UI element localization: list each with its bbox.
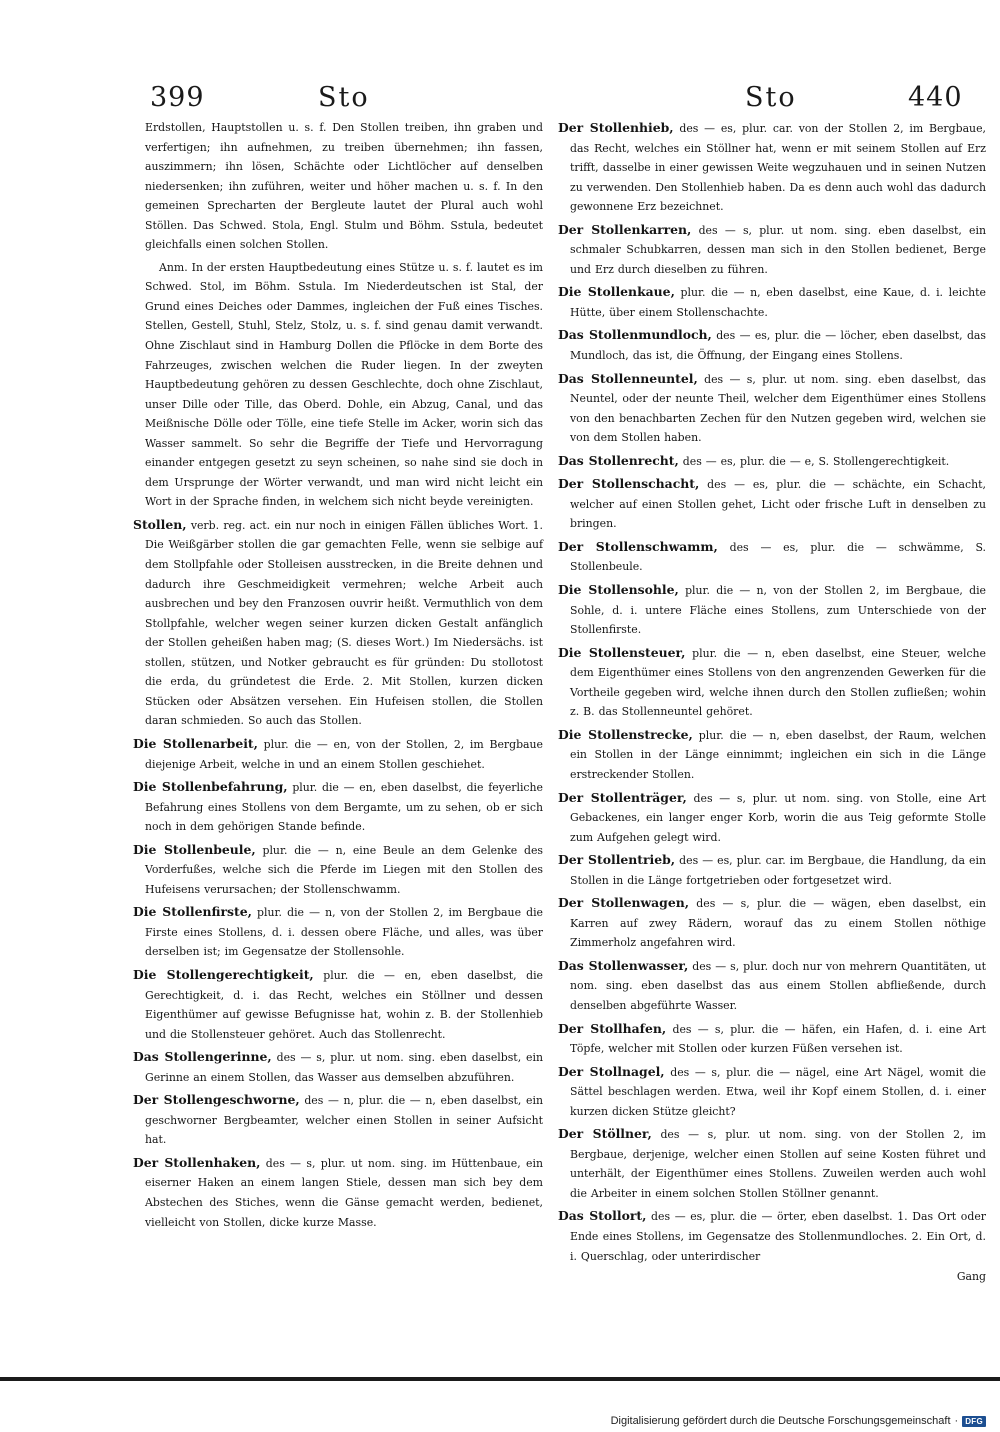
catchword: Gang (956, 1270, 986, 1284)
footer-rule (0, 1377, 1000, 1381)
dictionary-entry (558, 369, 986, 448)
entry-headword: Der Stollenträger, (558, 789, 687, 805)
entry-headword: Der Stöllner, (558, 1126, 652, 1142)
dictionary-entry (558, 725, 986, 785)
entry-headword: Der Stollenhaken, (133, 1154, 261, 1170)
dictionary-entry (558, 956, 986, 1016)
dictionary-entry (133, 734, 543, 774)
dictionary-entry (558, 788, 986, 848)
dfg-logo: DFG (962, 1416, 986, 1427)
entry-headword: Die Stollenbefahrung, (133, 779, 288, 795)
running-headword-right: Sto (745, 82, 797, 113)
entry-text: plur. die — n, von der Stollen 2, im Bergbaue, die Sohle, d. i. untere Fläche eines Stollens, zum Unterschiede von der Stollenfirste. (570, 584, 986, 637)
entry-text: des — s, plur. ut nom. sing. eben daselbst, das Neuntel, oder der neunte Theil, welcher dem Eigenthümer eines Stollens von den benachbarten Zechen für den Nutzen gegeben wird, welchen sie von dem Stollen haben. (570, 372, 986, 445)
dictionary-entry (133, 1153, 543, 1232)
entry-text: des — es, plur. die — örter, eben daselbst. 1. Das Ort oder Ende eines Stollens, im Gegensatze des Stollenmundloches. 2. Ein Ort, d. i. Querschlag, oder unterirdischer (570, 1210, 986, 1263)
entry-text: Erdstollen, Hauptstollen u. s. f. Den Stollen treiben, ihn graben und verfertigen; ihn aufnehmen, zu treiben übernehmen; ihn fassen, auszimmern; ihn lösen, Schächte oder Lichtlöcher auf denselben niedersenken; ihn zuführen, weiter und höher machen u. s. f. In den gemeinen Sprecharten der Bergleute lautet der Plural auch wohl Stöllen. Das Schwed. Stola, Engl. Stulm und Böhm. Sstula, bedeutet gleichfalls einen solchen Stollen. (145, 121, 543, 252)
entry-text: plur. die — n, von der Stollen 2, im Bergbaue die Firste eines Stollens, d. i. dessen obere Fläche, und alles, was über derselben ist; im Gegensatze der Stollensohle. (145, 906, 544, 959)
entry-headword: Das Stollenneuntel, (558, 370, 698, 386)
entry-text: des — es, plur. die — löcher, eben daselbst, das Mundloch, das ist, die Öffnung, der Eingang eines Stollens. (570, 329, 986, 363)
dictionary-entry (558, 1019, 986, 1059)
entry-headword: Der Stollhafen, (558, 1020, 667, 1036)
entry-headword: Das Stollort, (558, 1208, 647, 1224)
entry-headword: Das Stollenrecht, (558, 452, 679, 468)
entry-text: des — s, plur. ut nom. sing. von der Stollen 2, im Bergbaue, derjenige, welcher einen Stollen auf seine Kosten führet und unterhält, der Eigenthümer eines Stollens. Zuweilen werden auch wohl die Arbeiter in einem solchen Stollen Stöllner genannt. (570, 1128, 986, 1200)
entry-headword: Stollen, (133, 516, 187, 532)
dictionary-entry (133, 1047, 543, 1087)
separator-dot: · (954, 1415, 959, 1427)
dictionary-entry (558, 325, 986, 365)
entry-headword: Der Stollengeschworne, (133, 1092, 300, 1108)
dictionary-entry (558, 220, 986, 280)
entry-headword: Der Stollentrieb, (558, 852, 676, 868)
entry-text: plur. die — en, eben daselbst, die Gerechtigkeit, d. i. das Recht, welches ein Stöllner und dessen Eigenthümer auf gewisse Befugnisse hat, wohin z. B. der Stollenhieb und die Stollensteuer gehöret. Auch das Stollenrecht. (145, 968, 543, 1041)
dictionary-entry (133, 118, 543, 255)
entry-text: plur. die — n, eben daselbst, eine Steuer, welche dem Eigenthümer eines Stollens von den angrenzenden Gewerken für die Vortheile gegeben wird, welche ihnen durch den Stollen zufließen; wohin z. B. das Stollenneuntel gehöret. (570, 646, 986, 719)
right-column (558, 118, 986, 1287)
entry-headword: Die Stollenfirste, (133, 904, 252, 920)
dictionary-entry (133, 777, 543, 837)
entry-text: des — s, plur. die — wägen, eben daselbst, ein Karren auf zwey Rädern, worauf das zu einem Stollen nöthige Zimmerholz angefahren wird. (570, 897, 987, 950)
dictionary-entry (558, 643, 986, 722)
right-column-entries (558, 118, 986, 1266)
footer-credit: Digitalisierung gefördert durch die Deutsche Forschungsgemeinschaft (610, 1415, 951, 1427)
dictionary-entry (558, 537, 986, 577)
dictionary-entry (133, 258, 543, 512)
running-headword-left: Sto (318, 82, 370, 113)
entry-text: plur. die — n, eben daselbst, der Raum, welchen ein Stollen in der Länge einnimmt; ingleichen ein sich in die Länge erstreckender Stollen. (570, 728, 987, 781)
dictionary-entry (558, 850, 986, 890)
entry-headword: Die Stollenbeule, (133, 841, 256, 857)
entry-headword: Die Stollensteuer, (558, 644, 686, 660)
dictionary-entry (558, 451, 986, 472)
entry-headword: Die Stollengerechtigkeit, (133, 966, 314, 982)
dictionary-entry (558, 580, 986, 640)
dictionary-entry (558, 1206, 986, 1266)
entry-text: des — s, plur. doch nur von mehrern Quantitäten, ut nom. sing. eben daselbst das aus einem Stollen abfließende, durch denselben abgeführte Wasser. (570, 959, 986, 1012)
dictionary-entry (558, 1062, 986, 1122)
entry-text: des — n, plur. die — n, eben daselbst, ein geschworner Bergbeamter, welcher einen Stollen in seiner Aufsicht hat. (145, 1094, 543, 1147)
dictionary-entry (133, 902, 543, 962)
dictionary-entry (558, 893, 986, 953)
entry-headword: Der Stollenschwamm, (558, 538, 718, 554)
page-number-right: 440 (908, 82, 963, 113)
entry-text: plur. die — n, eine Beule an dem Gelenke des Vorderfußes, welche sich die Pferde im Liegen mit den Stollen des Hufeisens verursachen; der Stollenschwamm. (145, 843, 543, 896)
left-column (133, 118, 543, 1235)
dictionary-entry (558, 282, 986, 322)
entry-headword: Das Stollengerinne, (133, 1049, 272, 1065)
entry-text: des — s, plur. ut nom. sing. eben daselbst, ein schmaler Schubkarren, dessen man sich in den Stollen bedienet, Berge und Erz durch dieselben zu führen. (570, 223, 986, 276)
entry-headword: Das Stollenwasser, (558, 957, 689, 973)
entry-headword: Die Stollensohle, (558, 582, 679, 598)
dictionary-entry (133, 1090, 543, 1150)
entry-text: des — es, plur. die — schwämme, S. Stollenbeule. (570, 540, 986, 574)
entry-text: des — s, plur. ut nom. sing. im Hüttenbaue, ein eiserner Haken an einem langen Stiele, dessen man sich bey dem Abstechen des Stiches, wenn die Gänse gemacht werden, bedienet, vielleicht von Stollen, dicke kurze Masse. (145, 1156, 543, 1229)
dictionary-entry (133, 515, 543, 731)
entry-text: verb. reg. act. ein nur noch in einigen Fällen übliches Wort. 1. Die Weißgärber stollen die gar gemachten Felle, wenn sie selbige auf dem Stollpfahle oder Stolleisen ausstrecken, in die Breite dehnen und dadurch ihre Geschmeidigkeit vermehren; welche Arbeit auch ausbrechen und bey den Franzosen ouvrir heißt. Vermuthlich von dem Stollpfahle, welcher wegen seiner kurzen dicken Gestalt anfänglich der Stollen geheißen haben mag; (S. dieses Wort.) Im Niedersächs. ist stollen, stützen, und Notker gebraucht es für gründen: Du stollotost die erda, du gründetest die Erde. 2. Mit Stollen, kurzen dicken Stücken oder Absätzen versehen. Ein Hufeisen stollen, die Stollen daran schmieden. So auch das Stollen. (145, 518, 543, 728)
page-number-left: 399 (150, 82, 205, 113)
entry-headword: Der Stollnagel, (558, 1063, 665, 1079)
entry-headword: Der Stollenhieb, (558, 120, 674, 135)
entry-text: Anm. In der ersten Hauptbedeutung eines Stütze u. s. f. lautet es im Schwed. Stol, im Böhm. Sstula. Im Niederdeutschen ist Stal, der Grund eines Deiches oder Dammes, ingleichen der Fuß eines Tisches. Stellen, Gestell, Stuhl, Stelz, Stolz, u. s. f. sind genau damit verwandt. Ohne Zischlaut sind in Hamburg Dollen die Pflöcke in dem Borte des Fahrzeuges, zwischen welchen die Ruder liegen. In der zweyten Hauptbedeutung gehören zu dessen Geschlechte, doch ohne Zischlaut, unser Dille oder Tille, das Oberd. Dohle, ein Abzug, Canal, und das Meißnische Dölle oder Tölle, eine tiefe Stelle im Acker, worin sich das Wasser sammelt. So sehr die Begriffe der Tiefe und Hervorragung einander entgegen gesetzt zu seyn scheinen, so nahe sind sie doch in dem Ursprunge der Wörter verwandt, und man wird nicht leicht ein Wort in der Sprache finden, in welchem sich nicht beyde vereinigten. (145, 260, 543, 509)
entry-text: plur. die — en, von der Stollen, 2, im Bergbaue diejenige Arbeit, welche in und an einem Stollen geschiehet. (145, 737, 543, 771)
entry-headword: Der Stollenkarren, (558, 221, 692, 237)
dictionary-entry (558, 118, 986, 217)
entry-text: plur. die — n, eben daselbst, eine Kaue, d. i. leichte Hütte, über einem Stollenschachte. (570, 286, 986, 319)
dictionary-entry (133, 840, 543, 900)
dictionary-entry (133, 965, 543, 1044)
entry-text: des — s, plur. ut nom. sing. von Stolle, eine Art Gebackenes, ein langer enger Korb, worin die aus Teig geformte Stolle zum Aufgehen gelegt wird. (570, 791, 987, 844)
footer (611, 1415, 986, 1427)
entry-headword: Die Stollenstrecke, (558, 726, 693, 742)
entry-text: des — s, plur. die — häfen, ein Hafen, d. i. eine Art Töpfe, welcher mit Stollen oder kurzen Füßen versehen ist. (570, 1022, 986, 1056)
entry-text: des — es, plur. car. im Bergbaue, die Handlung, da ein Stollen in die Länge fortgetrieben oder fortgesetzet wird. (570, 854, 986, 887)
entry-text: des — es, plur. die — schächte, ein Schacht, welcher auf einen Stollen gehet, Licht oder frische Luft in denselben zu bringen. (570, 478, 986, 531)
entry-text: des — s, plur. die — nägel, eine Art Nägel, womit die Sättel beschlagen werden. Etwa, weil ihr Kopf einem Stollen, d. i. einer kurzen dicken Stütze gleicht? (570, 1065, 986, 1118)
entry-text: des — s, plur. ut nom. sing. eben daselbst, ein Gerinne an einem Stollen, das Wasser aus demselben abzuführen. (145, 1051, 543, 1084)
entry-headword: Das Stollenmundloch, (558, 327, 712, 343)
entry-text: plur. die — en, eben daselbst, die feyerliche Befahrung eines Stollens von dem Bergamte, um zu sehen, ob er sich noch in dem gehörigen Stande befinde. (145, 781, 543, 834)
entry-headword: Die Stollenarbeit, (133, 735, 258, 751)
entry-text: des — es, plur. die — e, S. Stollengerechtigkeit. (678, 454, 950, 468)
entry-text: des — es, plur. car. von der Stollen 2, im Bergbaue, das Recht, welches ein Stöllner hat, wenn er mit seinem Stollen auf Erz trifft, dasselbe in einer gewissen Weite wegzuhauen und in seinen Nutzen zu verwenden. Den Stollenhieb haben. Da es denn auch wohl das dadurch gewonnene Erz bezeichnet. (570, 122, 986, 214)
dictionary-entry (558, 1124, 986, 1203)
entry-headword: Die Stollenkaue, (558, 284, 675, 300)
entry-headword: Der Stollenwagen, (558, 895, 690, 911)
entry-headword: Der Stollenschacht, (558, 476, 700, 492)
dictionary-entry (558, 474, 986, 534)
